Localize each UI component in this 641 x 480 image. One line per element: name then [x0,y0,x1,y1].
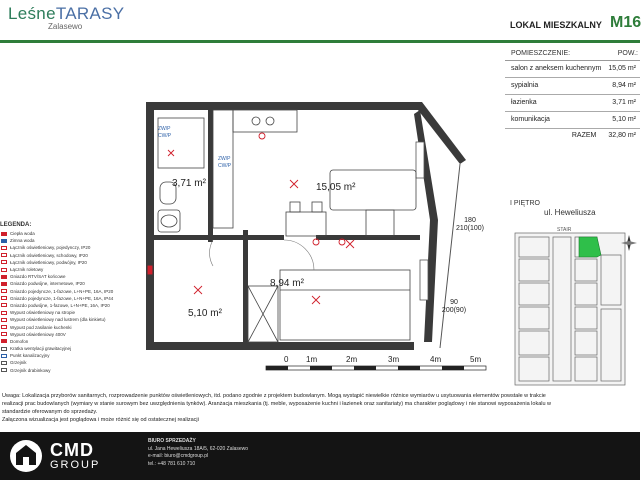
room-area: 15,05 m² [608,65,636,72]
floor-plan [120,90,485,360]
electrical-points [148,133,354,304]
brand-logo [8,4,124,31]
svg-text:ZW/P: ZW/P [218,156,231,162]
header-divider [0,40,640,43]
scale-tick: 2m [346,355,358,364]
table-row [505,78,640,95]
window2-dim-top: 90 [450,299,458,306]
office-address: ul. Jana Heweliusza 18A/5, 62-020 Zalasewo [148,445,249,452]
legend-label: Łącznik roletowy [10,267,44,273]
col-area-header: POW.: [617,50,638,57]
legend-item [0,309,125,316]
room-name: łazienka [511,99,537,106]
legend-item [0,331,125,338]
legend-label: Wypust oświetleniowy na stropie [10,310,75,316]
legend-item [0,302,125,309]
street-label: ul. Heweliusza [544,208,596,217]
legend-item [0,259,125,266]
area-lazienka: 3,71 m² [172,178,206,189]
office-phone[interactable]: tel.: +48 781 610 710 [148,460,196,467]
legend-label: Domofon [10,338,29,344]
scale-tick: 1m [306,355,318,364]
logo-subtitle: Zalasewo [48,22,83,31]
scale-tick: 0 [284,355,289,364]
legend-item [0,338,125,345]
legend-label: Grzejnik [10,360,27,366]
legend-label: Łącznik oświetleniowy, schodowy, IP20 [10,252,88,258]
office-email[interactable]: e-mail: biuro@cmdgroup.pl [148,453,209,459]
living-furniture [286,170,416,236]
key-plan-unit-highlight [579,237,601,257]
room-table-header [505,48,640,61]
legend-item [0,316,125,323]
legend-label: Kratka wentylacji grawitacyjnej [10,346,72,352]
lokal-label: LOKAL MIESZKALNY [510,20,602,30]
scale-tick: 4m [430,355,442,364]
legend [0,222,125,374]
room-area: 8,94 m² [612,82,636,89]
legend-item [0,252,125,259]
legend-item [0,367,125,374]
legend-item [0,295,125,302]
kitchen-counter [213,110,297,228]
note-line: standardzie oferowanym do sprzedaży. [2,409,98,415]
logo-wordmark [8,4,124,24]
key-plan [505,215,640,390]
area-salon: 15,05 m² [316,182,356,193]
table-row [505,61,640,78]
legend-label: Wypust oświetleniowy nad lustrem (dla kinkietu) [10,317,106,323]
legend-label: Gniazdo pojedyncze, 1-fazowe, L+N+PE, 16A, IP20 [10,288,114,294]
area-komunikacja: 5,10 m² [188,308,222,319]
cmd-brand-main: CMD [50,440,94,460]
contact-info [148,438,248,468]
legend-item [0,288,125,295]
room-table-total [505,129,640,142]
legend-label: Gniazdo pojedyncze, 1-fazowe, L+N+PE, 16A, IP44 [10,295,114,301]
cmd-house-icon [8,438,44,474]
col-room-header: POMIESZCZENIE: [511,50,571,57]
disclaimer-note [0,392,640,424]
area-sypialnia: 8,94 m² [270,278,304,289]
legend-item [0,352,125,359]
note-line: Załączona wizualizacja jest poglądowa i może różnić się od ostatecznej realizacji [2,417,199,423]
window2-dim-bottom: 200(90) [441,307,467,314]
legend-label: Punkt kanalizacyjny [10,353,50,359]
legend-label: Łącznik oświetleniowy, pojedynczy, IP20 [10,245,91,251]
room-name: salon z aneksem kuchennym [511,65,602,72]
svg-text:STAIR: STAIR [557,227,572,233]
legend-item [0,237,125,244]
room-name: sypialnia [511,82,539,89]
legend-item [0,323,125,330]
legend-label: Łącznik oświetleniowy, podwójny, IP20 [10,259,87,265]
logo-brand: Leśne [8,4,56,23]
scale-tick: 3m [388,355,400,364]
logo-brand-bold: TARASY [55,4,125,23]
header [0,0,640,44]
floor-label: I PIĘTRO [510,200,540,207]
legend-label: Ciepła woda [10,231,35,237]
legend-label: Gniazdo RTV/SAT końcowe [10,274,66,280]
total-value: 32,80 m² [608,132,636,139]
legend-item [0,244,125,251]
note-line: Uwaga: Lokalizacja przyborów sanitarnych, rozprowadzenie punktów oświetleniowych, itd. podano zgodnie z projektem budowlanym. Mogą wystąpić niewielkie różnice wymiarów u usytuowania elementów powstałe w trakcie [2,393,546,399]
legend-item [0,230,125,237]
table-row [505,95,640,112]
legend-item [0,280,125,287]
legend-label: Zimna woda [10,238,35,244]
legend-label: Gniazdo podwójne, internetowe, IP20 [10,281,85,287]
scale-bar [262,362,490,374]
window-dim-top: 180 [464,217,476,224]
svg-text:CW/P: CW/P [218,163,232,169]
window-dim-bottom: 210(100) [455,225,485,232]
door-swing [210,240,314,270]
legend-item [0,273,125,280]
total-label: RAZEM [571,132,597,139]
legend-label: Wypust oświetleniowy 400V [10,331,66,337]
legend-item [0,345,125,352]
footer [0,432,640,480]
note-line: realizacji prac budowlanych (wymiary w stanie surowym bez uwzględnienia tynków). Aranżacja mieszkania (tj. meble, wyposażenie kuchni i łazienek oraz sanitariaty) ma charakter poglądowy i nie stanowi wyposażenia lokalu w [2,401,552,407]
lokal-code: M16 [610,14,641,31]
office-title: BIURO SPRZEDAŻY [148,438,196,444]
cmd-brand-sub: GROUP [50,459,101,471]
legend-label: Grzejnik drabinkowy [10,367,51,373]
legend-item [0,266,125,273]
room-name: komunikacja [511,116,550,123]
cmd-logo [8,438,100,474]
table-row [505,112,640,129]
legend-label: Gniazdo podwójne, 1-fazowe, L+N+PE, 16A, IP20 [10,302,110,308]
svg-text:ZW/P: ZW/P [158,126,171,132]
room-area: 5,10 m² [612,116,636,123]
legend-label: Wypust pod zasilanie kuchenki [10,324,72,330]
svg-text:CW/P: CW/P [158,133,172,139]
room-area: 3,71 m² [612,99,636,106]
legend-title: LEGENDA: [0,222,32,228]
scale-tick: 5m [470,355,482,364]
legend-item [0,359,125,366]
room-table [505,48,640,142]
